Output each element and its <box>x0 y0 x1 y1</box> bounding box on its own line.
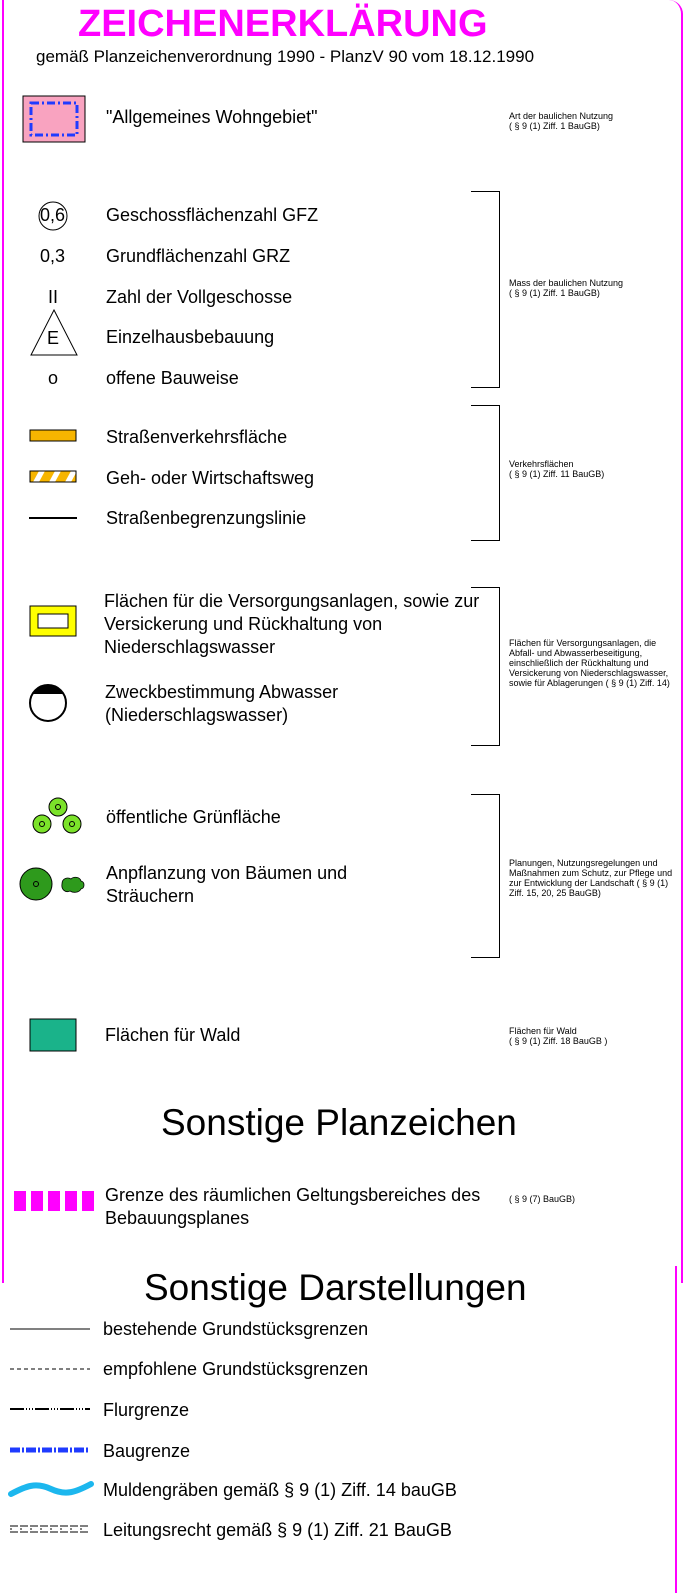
darstellung-item-4: Muldengräben gemäß § 9 (1) Ziff. 14 bauGB <box>103 1480 457 1500</box>
verkehr-note-1: Verkehrsflächen <box>509 459 574 469</box>
abwasser-label-2: (Niederschlagswasser) <box>105 705 289 725</box>
versorgung-note-2: Abfall- und Abwasserbeseitigung, <box>509 648 643 658</box>
abwasser-label-1: Zweckbestimmung Abwasser <box>105 682 339 702</box>
versorgung-note-4: Versickerung von Niederschlagswasser, <box>509 668 669 678</box>
wald-symbol <box>29 1018 77 1052</box>
versorgung-bracket <box>471 587 500 746</box>
strasse-label: Straßenverkehrsfläche <box>106 427 288 447</box>
geltungsbereich-label-1: Grenze des räumlichen Geltungsbereiches des <box>105 1185 481 1205</box>
gruenflaeche-icon <box>30 796 84 836</box>
einzelhaus-symbol: E <box>47 328 60 348</box>
verkehr-bracket <box>471 405 500 541</box>
mass-note-2: ( § 9 (1) Ziff. 1 BauGB) <box>509 288 600 298</box>
leitungsrecht-line <box>10 1524 90 1534</box>
abwasser-icon <box>28 683 70 723</box>
gfz-symbol: 0,6 <box>40 205 66 225</box>
wohngebiet-note-2: ( § 9 (1) Ziff. 1 BauGB) <box>509 121 600 131</box>
wohngebiet-symbol <box>22 95 86 143</box>
vollgeschosse-symbol: II <box>48 287 59 307</box>
weg-label: Geh- oder Wirtschaftsweg <box>106 468 315 488</box>
einzelhaus-label: Einzelhausbebauung <box>106 327 275 347</box>
darstellung-item-5: Leitungsrecht gemäß § 9 (1) Ziff. 21 BauGB <box>103 1520 452 1540</box>
sonstige-planzeichen-title: Sonstige Planzeichen <box>161 1102 517 1143</box>
gruen-note-3: zur Entwicklung der Landschaft ( § 9 (1) <box>509 878 669 888</box>
linie-label: Straßenbegrenzungslinie <box>106 508 307 528</box>
gruen-bracket <box>471 794 500 958</box>
gruen-note-1: Planungen, Nutzungsregelungen und <box>509 858 658 868</box>
baum-icon <box>18 866 86 902</box>
offen-label: offene Bauweise <box>106 368 239 388</box>
geltungsbereich-label-2: Bebauungsplanes <box>105 1208 250 1228</box>
darstellung-item-0: bestehende Grundstücksgrenzen <box>103 1319 369 1339</box>
wohngebiet-label: "Allgemeines Wohngebiet" <box>106 107 318 127</box>
offen-symbol: o <box>48 368 59 388</box>
geltungsbereich-symbol <box>14 1190 94 1212</box>
gfz-label: Geschossflächenzahl GFZ <box>106 205 319 225</box>
baugrenze-line <box>10 1446 90 1454</box>
page-title: ZEICHENERKLÄRUNG <box>78 3 488 45</box>
grz-symbol: 0,3 <box>40 246 66 266</box>
wald-label: Flächen für Wald <box>105 1025 241 1045</box>
flurgrenze-line <box>10 1406 90 1412</box>
strasse-symbol <box>29 429 77 443</box>
vollgeschosse-label: Zahl der Vollgeschosse <box>106 287 293 307</box>
gruen-note-2: Maßnahmen zum Schutz, zur Pflege und <box>509 868 673 878</box>
versorgung-note-5: sowie für Ablagerungen ( § 9 (1) Ziff. 14) <box>509 678 670 688</box>
muldengraben-line <box>8 1478 94 1500</box>
versorgung-label-3: Niederschlagswasser <box>104 637 276 657</box>
sonstige-darstellungen-title: Sonstige Darstellungen <box>144 1267 527 1308</box>
frame-right-lower <box>675 1266 677 1593</box>
mass-note-1: Mass der baulichen Nutzung <box>509 278 624 288</box>
page-subtitle: gemäß Planzeichenverordnung 1990 - PlanzV 90 vom 18.12.1990 <box>36 47 535 66</box>
darstellung-item-1: empfohlene Grundstücksgrenzen <box>103 1359 369 1379</box>
linie-symbol <box>29 516 77 520</box>
wohngebiet-note-1: Art der baulichen Nutzung <box>509 111 614 121</box>
versorgung-note-1: Flächen für Versorgungsanlagen, die <box>509 638 657 648</box>
darstellung-item-2: Flurgrenze <box>103 1400 190 1420</box>
versorgung-symbol <box>29 605 77 637</box>
anpflanzung-label-1: Anpflanzung von Bäumen und <box>106 863 348 883</box>
verkehr-note-2: ( § 9 (1) Ziff. 11 BauGB) <box>509 469 605 479</box>
versorgung-label-1: Flächen für die Versorgungsanlagen, sowie zur <box>104 591 480 611</box>
wald-note-1: Flächen für Wald <box>509 1026 577 1036</box>
grz-label: Grundflächenzahl GRZ <box>106 246 291 266</box>
darstellung-item-3: Baugrenze <box>103 1441 191 1461</box>
wald-note-2: ( § 9 (1) Ziff. 18 BauGB ) <box>509 1036 608 1046</box>
bestehende-grenze-line <box>10 1327 90 1331</box>
geltungsbereich-note: ( § 9 (7) BauGB) <box>509 1194 576 1204</box>
mass-bracket <box>471 191 500 388</box>
gruen-note-4: Ziff. 15, 20, 25 BauGB) <box>509 888 601 898</box>
empfohlene-grenze-line <box>10 1367 90 1371</box>
anpflanzung-label-2: Sträuchern <box>106 886 195 906</box>
gruenflaeche-label: öffentliche Grünfläche <box>106 807 281 827</box>
versorgung-label-2: Versickerung und Rückhaltung von <box>104 614 383 634</box>
weg-symbol <box>29 470 77 484</box>
versorgung-note-3: einschließlich der Rückhaltung und <box>509 658 649 668</box>
